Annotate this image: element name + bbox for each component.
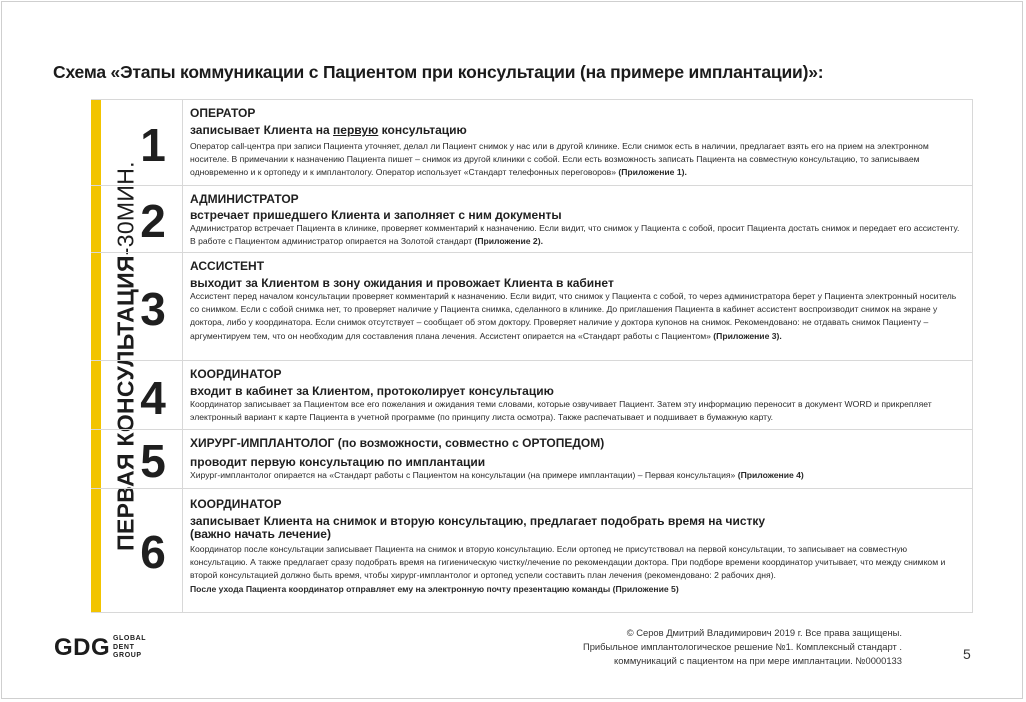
step-description bbox=[190, 290, 965, 343]
copyright-notice bbox=[583, 626, 902, 668]
side-label-bold: ПЕРВАЯ КОНСУЛЬТАЦИЯ bbox=[112, 255, 139, 551]
step-number-cell bbox=[91, 100, 183, 185]
steps-list bbox=[91, 99, 973, 613]
step-content bbox=[183, 489, 973, 612]
step-action: встречает пришедшего Клиента и заполняет с ним документы bbox=[190, 208, 562, 222]
step-action-underlined: первую bbox=[333, 123, 379, 137]
step-number: 6 bbox=[140, 526, 166, 578]
step-description bbox=[190, 140, 965, 180]
step-appendix-ref: (Приложение 3). bbox=[713, 330, 782, 341]
step-role: КООРДИНАТОР bbox=[190, 497, 282, 511]
step-action bbox=[190, 124, 467, 137]
step-number-cell bbox=[91, 186, 183, 252]
step-description-text: Ассистент перед началом консультации проверяет комментарий к назначению. Если видит, что снимок у Пациента с собой, то через администратора берет у Пациента электронный носитель со снимком. Если с собой снимка нет, то проверяет наличие у Пациента снимка, сделанного в клинике. До приглашения Пациента в кабинет ассистент воспроизводит снимок на экране у доктора, либо у координатора. Если снимок отсутствует – сообщает об этом доктору. Проверяет наличие у доктора купонов на снимок. Рекомендовано: не отдавать снимок Пациенту – аргументируем тем, что он необходим для составления плана лечения. Ассистент опирается на «Стандарт работы с Пациентом» bbox=[190, 291, 957, 341]
step-content bbox=[183, 430, 973, 488]
step-appendix-ref: (Приложение 4) bbox=[737, 470, 804, 480]
step-action: проводит первую консультацию по имплантации bbox=[190, 455, 486, 469]
step-action-text: записывает Клиента на bbox=[190, 123, 334, 137]
step-role: АДМИНИСТРАТОР bbox=[190, 192, 299, 206]
step-role: ХИРУРГ-ИМПЛАНТОЛОГ (по возможности, совместно с ОРТОПЕДОМ) bbox=[190, 436, 605, 450]
step-content bbox=[183, 100, 973, 185]
step-number: 3 bbox=[140, 283, 166, 335]
step-description-text: Координатор после консультации записывает Пациента на снимок и вторую консультацию. Если ортопед не присутствовал на первой консультации, то записывает на совместную консультацию. А также предлагает сразу подобрать время на гигиеническую чистку/лечение по рекомендации доктора. При подборе времени координатор учитывает, что между снимком и второй консультацией должно быть время, чтобы хирург-имплантолог и ортопед успели составить план лечения (рекомендовано: 2 рабочих дня). bbox=[190, 544, 946, 581]
copyright-line: © Серов Дмитрий Владимирович 2019 г. Все права защищены. bbox=[626, 627, 902, 638]
copyright-line: коммуникаций с пациентом на при мере имплантации. №0000133 bbox=[614, 655, 902, 666]
step-action: выходит за Клиентом в зону ожидания и провожает Клиента в кабинет bbox=[190, 276, 614, 290]
logo-main: GDG bbox=[54, 634, 111, 661]
step-role: ОПЕРАТОР bbox=[190, 106, 256, 120]
step-description-text: Координатор записывает за Пациентом все его пожелания и ожидания теми словами, которые озвучивает Пациент. Затем эту информацию переносит в документ WORD и прикрепляет электронный вариант к карте Пациента в учетной программе (по принципу листа осмотра). Также распечатывает и подшивает в бумажную карту. bbox=[190, 399, 932, 423]
step-row-1 bbox=[91, 99, 973, 185]
step-appendix-ref: (Приложение 2). bbox=[474, 236, 543, 247]
step-description-text: Администратор встречает Пациента в клинике, проверяет комментарий к назначению. Если видит, что снимок у Пациента с собой, просит Пациента достать снимок и передает его ассистенту. В работе с Пациентом администратор опирается на Золотой стандарт bbox=[190, 223, 960, 247]
step-description-text: Оператор call-центра при записи Пациента уточняет, делал ли Пациент снимок у нас или в другой клинике. Если снимок есть в наличии, предлагает взять его на прием на электронном носителе. В примечании к назначению Пациента пишет – снимок из другой клиники с собой. Если есть возможность записать Пациента на совместную консультацию, то записываем одновременно и к ортопеду и к имплантологу. Оператор использует «Стандарт телефонных переговоров» bbox=[190, 141, 929, 178]
step-role: АССИСТЕНТ bbox=[190, 259, 265, 273]
step-row-3 bbox=[91, 252, 973, 360]
step-number: 1 bbox=[140, 119, 166, 171]
step-appendix-ref: (Приложение 1). bbox=[618, 167, 687, 178]
step-number: 5 bbox=[140, 435, 166, 487]
step-appendix-ref: После ухода Пациента координатор отправляет ему на электронную почту презентацию команды (Приложение 5) bbox=[190, 583, 679, 594]
step-number-cell bbox=[91, 253, 183, 360]
step-row-4 bbox=[91, 360, 973, 429]
copyright-line: Прибыльное имплантологическое решение №1. Комплексный стандарт . bbox=[582, 641, 902, 652]
step-action: входит в кабинет за Клиентом, протоколирует консультацию bbox=[190, 384, 554, 398]
step-description bbox=[190, 222, 965, 248]
logo-line: DENT bbox=[113, 643, 135, 651]
step-row-2 bbox=[91, 185, 973, 252]
page-number: 5 bbox=[963, 646, 971, 662]
step-number: 4 bbox=[140, 372, 166, 424]
step-number: 2 bbox=[140, 195, 166, 247]
step-description bbox=[190, 469, 965, 482]
stages-table bbox=[91, 99, 973, 613]
step-description bbox=[190, 543, 965, 596]
logo-line: GLOBAL bbox=[113, 635, 147, 642]
page-title: Схема «Этапы коммуникации с Пациентом при консультации (на примере имплантации)»: bbox=[53, 62, 824, 82]
logo-subtitle bbox=[113, 635, 146, 661]
step-number-cell bbox=[91, 489, 183, 612]
step-description-text: Хирург-имплантолог опирается на «Стандарт работы с Пациентом на консультации (на примере имплантации) – Первая консультация» bbox=[190, 470, 738, 480]
step-content bbox=[183, 253, 973, 360]
step-description bbox=[190, 398, 965, 424]
step-number-cell bbox=[91, 361, 183, 429]
step-row-5 bbox=[91, 429, 973, 488]
step-role: КООРДИНАТОР bbox=[190, 367, 282, 381]
logo-line: GROUP bbox=[113, 652, 142, 659]
step-row-6 bbox=[91, 488, 973, 613]
step-action-line2: (важно начать лечение) bbox=[190, 527, 331, 541]
step-action: записывает Клиента на снимок и вторую консультацию, предлагает подобрать время на чистку bbox=[190, 514, 766, 528]
step-number-cell bbox=[91, 430, 183, 488]
step-content bbox=[183, 361, 973, 429]
side-label-light: -30МИН. bbox=[112, 161, 139, 256]
step-content bbox=[183, 186, 973, 252]
step-action-text-end: консультацию bbox=[378, 123, 467, 137]
